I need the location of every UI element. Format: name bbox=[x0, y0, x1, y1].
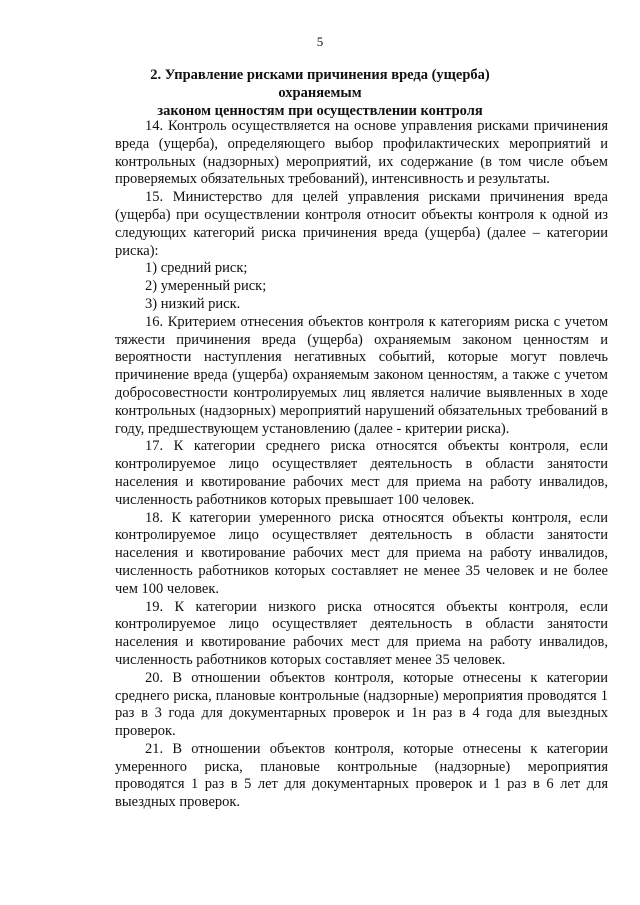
risk-list-item-low: 3) низкий риск. bbox=[145, 295, 241, 312]
section-title-line-1: 2. Управление рисками причинения вреда (ущерба) охраняемым bbox=[150, 67, 490, 101]
paragraph-21: 21. В отношении объектов контроля, которые отнесены к категории умеренного риска, плановые контрольные (надзорные) мероприятия проводятся 1 раз в 5 лет для документарных проверок и 1 раз в 6 лет для выездных проверок. bbox=[115, 740, 608, 811]
document-body bbox=[115, 118, 608, 812]
paragraph-20: 20. В отношении объектов контроля, которые отнесены к категории среднего риска, плановые контрольные (надзорные) мероприятия проводятся 1 раз в 3 года для документарных проверок и 1н раз в 4 года для выездных проверок. bbox=[115, 669, 608, 740]
paragraph-19: 19. К категории низкого риска относятся объекты контроля, если контролируемое лицо осуществляет деятельность в области занятости населения и квотирование рабочих мест для приема на работу инвалидов, численность работников которых составляет менее 35 человек. bbox=[115, 598, 608, 668]
paragraph-17: 17. К категории среднего риска относятся объекты контроля, если контролируемое лицо осуществляет деятельность в области занятости населения и квотирование рабочих мест для приема на работу инвалидов, численность работников которых превышает 100 человек. bbox=[115, 438, 608, 508]
section-title-line-2: законом ценностям при осуществлении контроля bbox=[157, 103, 483, 119]
paragraph-14: 14. Контроль осуществляется на основе управления рисками причинения вреда (ущерба), определяющего выбор профилактических мероприятий и контрольных (надзорных) мероприятий, их содержание (в том числе объем проверяемых обязательных требований), интенсивность и результаты. bbox=[115, 118, 608, 188]
paragraph-18: 18. К категории умеренного риска относятся объекты контроля, если контролируемое лицо осуществляет деятельность в области занятости населения и квотирование рабочих мест для приема на работу инвалидов, численность работников которых составляет не менее 35 человек и не более чем 100 человек. bbox=[115, 509, 608, 597]
section-title bbox=[110, 66, 530, 120]
paragraph-16: 16. Критерием отнесения объектов контроля к категориям риска с учетом тяжести причинения вреда (ущерба) охраняемым законом ценностям и вероятности наступления негативных событий, которые могут повлечь причинение вреда (ущерба) охраняемым законом ценностям, а также с учетом добросовестности контролируемых лиц является наличие выявленных в ходе контрольных (надзорных) мероприятий нарушений обязательных требований в году, предшествующем установлению (далее - критерии риска). bbox=[115, 313, 608, 437]
risk-list-item-medium: 1) средний риск; bbox=[145, 260, 248, 277]
page-number: 5 bbox=[316, 34, 324, 49]
paragraph-15: 15. Министерство для целей управления рисками причинения вреда (ущерба) при осуществлении контроля относит объекты контроля к одной из следующих категорий риска причинения вреда (ущерба) (далее – категории риска): bbox=[115, 189, 608, 259]
risk-list-item-moderate: 2) умеренный риск; bbox=[145, 278, 267, 295]
